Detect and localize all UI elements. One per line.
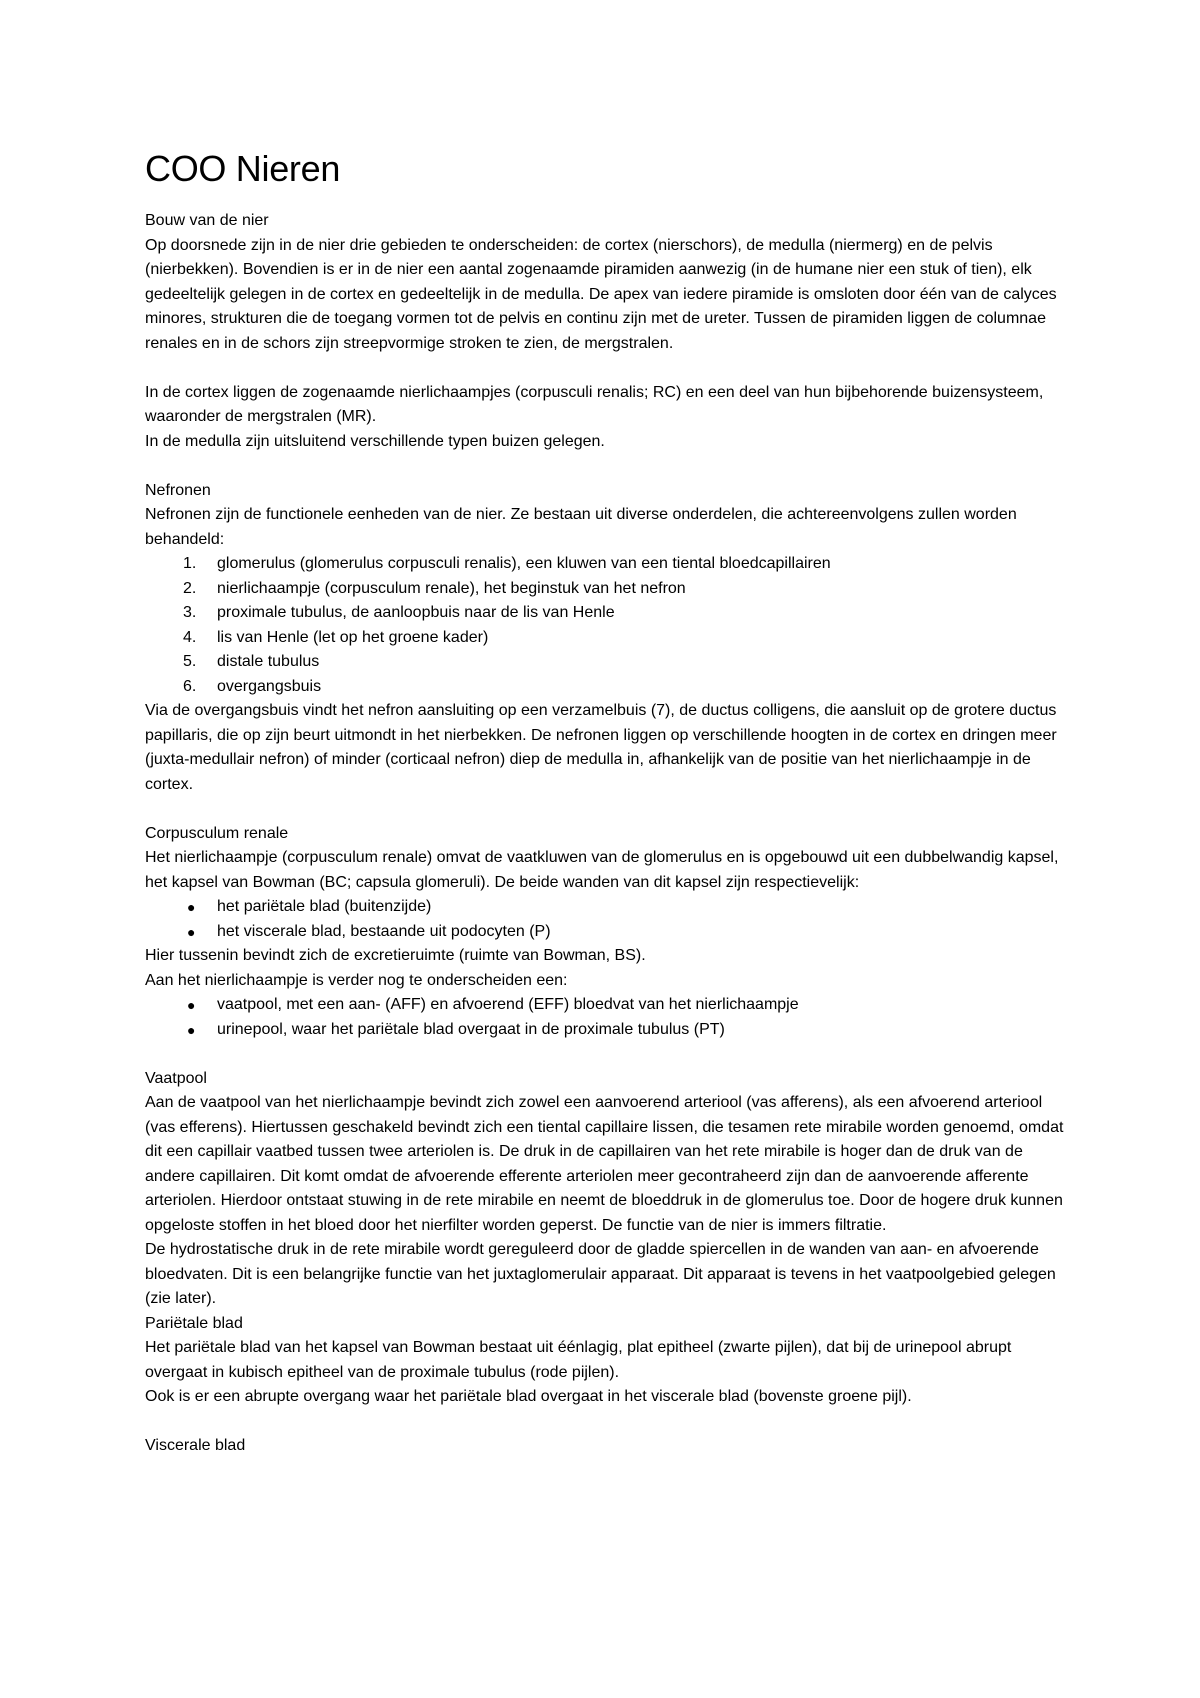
paragraph-vaatpool-2: De hydrostatische druk in de rete mirabile wordt gereguleerd door de gladde spiercellen in de wanden van aan- en afvoerende bloedvaten. Dit is een belangrijke functie van het juxtaglomerulair apparaat. Dit apparaat is tevens in het vaatpoolgebied gelegen (zie later). — [145, 1241, 1056, 1307]
numbered-list-nefron-parts — [145, 552, 1065, 699]
paragraph-bouw-2: In de cortex liggen de zogenaamde nierlichaampjes (corpusculi renalis; RC) en een deel van hun bijbehorende buizensysteem, waaronder de mergstralen (MR). — [145, 383, 1044, 425]
spacer — [145, 1410, 1065, 1435]
heading-viscerale-blad: Viscerale blad — [145, 1437, 246, 1454]
list-item-text: het pariëtale blad (buitenzijde) — [217, 898, 432, 915]
list-item — [145, 1018, 1065, 1043]
spacer — [145, 356, 1065, 381]
bullet-list-polen — [145, 993, 1065, 1042]
list-item — [145, 626, 1065, 651]
list-number: 3. — [183, 604, 197, 621]
list-item-text: het viscerale blad, bestaande uit podocyten (P) — [217, 922, 551, 940]
paragraph-bouw-1: Op doorsnede zijn in de nier drie gebieden te onderscheiden: de cortex (nierschors), de medulla (niermerg) en de pelvis (nierbekken). Bovendien is er in de nier een aantal zogenaamde piramiden aanwezig (in de humane nier een stuk of tien), elk gedeeltelijk gelegen in de cortex en gedeeltelijk in de medulla. De apex van iedere piramide is omsloten door één van de calyces minores, strukturen die de toegang vormen tot de pelvis en continu zijn met de ureter. Tussen de piramiden liggen de columnae renales en in de schors zijn streepvormige stroken te zien, de mergstralen. — [145, 236, 1057, 352]
paragraph-corpusculum-mid-2: Aan het nierlichaampje is verder nog te onderscheiden een: — [145, 971, 568, 989]
document-page — [145, 145, 1065, 1459]
bullet-icon: ● — [187, 923, 196, 940]
bullet-icon: ● — [187, 997, 196, 1013]
list-number: 5. — [183, 653, 197, 670]
paragraph-nefronen-outro: Via de overgangsbuis vindt het nefron aansluiting op een verzamelbuis (7), de ductus colligens, die aansluit op de grotere ductus papillaris, die op zijn beurt uitmondt in het nierbekken. De nefronen liggen op verschillende hoogten in de cortex en dringen meer (juxta-medullair nefron) of minder (corticaal nefron) diep de medulla in, afhankelijk van de positie van het nierlichaampje in de cortex. — [145, 702, 1057, 793]
paragraph-nefronen-intro: Nefronen zijn de functionele eenheden van de nier. Ze bestaan uit diverse onderdelen, die achtereenvolgens zullen worden behandeld: — [145, 506, 1017, 548]
list-item-text: distale tubulus — [217, 653, 320, 670]
bullet-icon: ● — [187, 1021, 196, 1038]
list-item — [145, 895, 1065, 920]
list-item-text: overgangsbuis — [217, 677, 322, 695]
list-number: 1. — [183, 555, 197, 572]
paragraph-bouw-3: In de medulla zijn uitsluitend verschillende typen buizen gelegen. — [145, 432, 605, 450]
paragraph-parietale-2: Ook is er een abrupte overgang waar het pariëtale blad overgaat in het viscerale blad (bovenste groene pijl). — [145, 1388, 912, 1405]
paragraph-corpusculum-intro: Het nierlichaampje (corpusculum renale) omvat de vaatkluwen van de glomerulus en is opgebouwd uit een dubbelwandig kapsel, het kapsel van Bowman (BC; capsula glomeruli). De beide wanden van dit kapsel zijn respectievelijk: — [145, 849, 1059, 891]
list-item-text: glomerulus (glomerulus corpusculi renalis), een kluwen van een tiental bloedcapillairen — [217, 555, 831, 572]
list-item — [145, 601, 1065, 626]
paragraph-corpusculum-mid-1: Hier tussenin bevindt zich de excretieruimte (ruimte van Bowman, BS). — [145, 947, 646, 964]
list-item — [145, 552, 1065, 577]
bullet-icon: ● — [187, 899, 196, 915]
list-item — [145, 920, 1065, 945]
list-item — [145, 650, 1065, 675]
heading-corpusculum: Corpusculum renale — [145, 824, 289, 842]
list-item-text: nierlichaampje (corpusculum renale), het beginstuk van het nefron — [217, 579, 686, 597]
list-item-text: urinepool, waar het pariëtale blad overgaat in de proximale tubulus (PT) — [217, 1020, 725, 1038]
spacer — [145, 454, 1065, 479]
paragraph-vaatpool-1: Aan de vaatpool van het nierlichaampje bevindt zich zowel een aanvoerend arteriool (vas afferens), als een afvoerend arteriool (vas efferens). Hiertussen geschakeld bevindt zich een tiental capillaire lissen, die tesamen rete mirabile worden genoemd, omdat dit een capillair vaatbed tussen twee arteriolen is. De druk in de capillairen van het rete mirabile is hoger dan de druk van de andere capillairen. Dit komt omdat de afvoerende efferente arteriolen meer gecontraheerd zijn dan de aanvoerende afferente arteriolen. Hierdoor ontstaat stuwing in de rete mirabile en neemt de bloeddruk in de glomerulus toe. Door de hogere druk kunnen opgeloste stoffen in het bloed door het nierfilter worden geperst. De functie van de nier is immers filtratie. — [145, 1094, 1064, 1234]
document-title: COO Nieren — [145, 148, 341, 189]
list-item — [145, 993, 1065, 1018]
paragraph-parietale-1: Het pariëtale blad van het kapsel van Bowman bestaat uit éénlagig, plat epitheel (zwarte pijlen), dat bij de urinepool abrupt overgaat in kubisch epitheel van de proximale tubulus (rode pijlen). — [145, 1339, 1012, 1381]
list-number: 2. — [183, 579, 197, 597]
list-item-text: lis van Henle (let op het groene kader) — [217, 628, 489, 646]
bullet-list-kapsel-wanden — [145, 895, 1065, 944]
heading-bouw: Bouw van de nier — [145, 212, 269, 229]
heading-parietale-blad: Pariëtale blad — [145, 1314, 243, 1332]
list-number: 6. — [183, 677, 197, 695]
heading-nefronen: Nefronen — [145, 481, 211, 499]
heading-vaatpool: Vaatpool — [145, 1069, 207, 1087]
list-item — [145, 577, 1065, 602]
spacer — [145, 797, 1065, 822]
spacer — [145, 1042, 1065, 1067]
list-item — [145, 675, 1065, 700]
list-number: 4. — [183, 628, 197, 646]
list-item-text: proximale tubulus, de aanloopbuis naar de lis van Henle — [217, 604, 615, 621]
list-item-text: vaatpool, met een aan- (AFF) en afvoerend (EFF) bloedvat van het nierlichaampje — [217, 996, 799, 1013]
